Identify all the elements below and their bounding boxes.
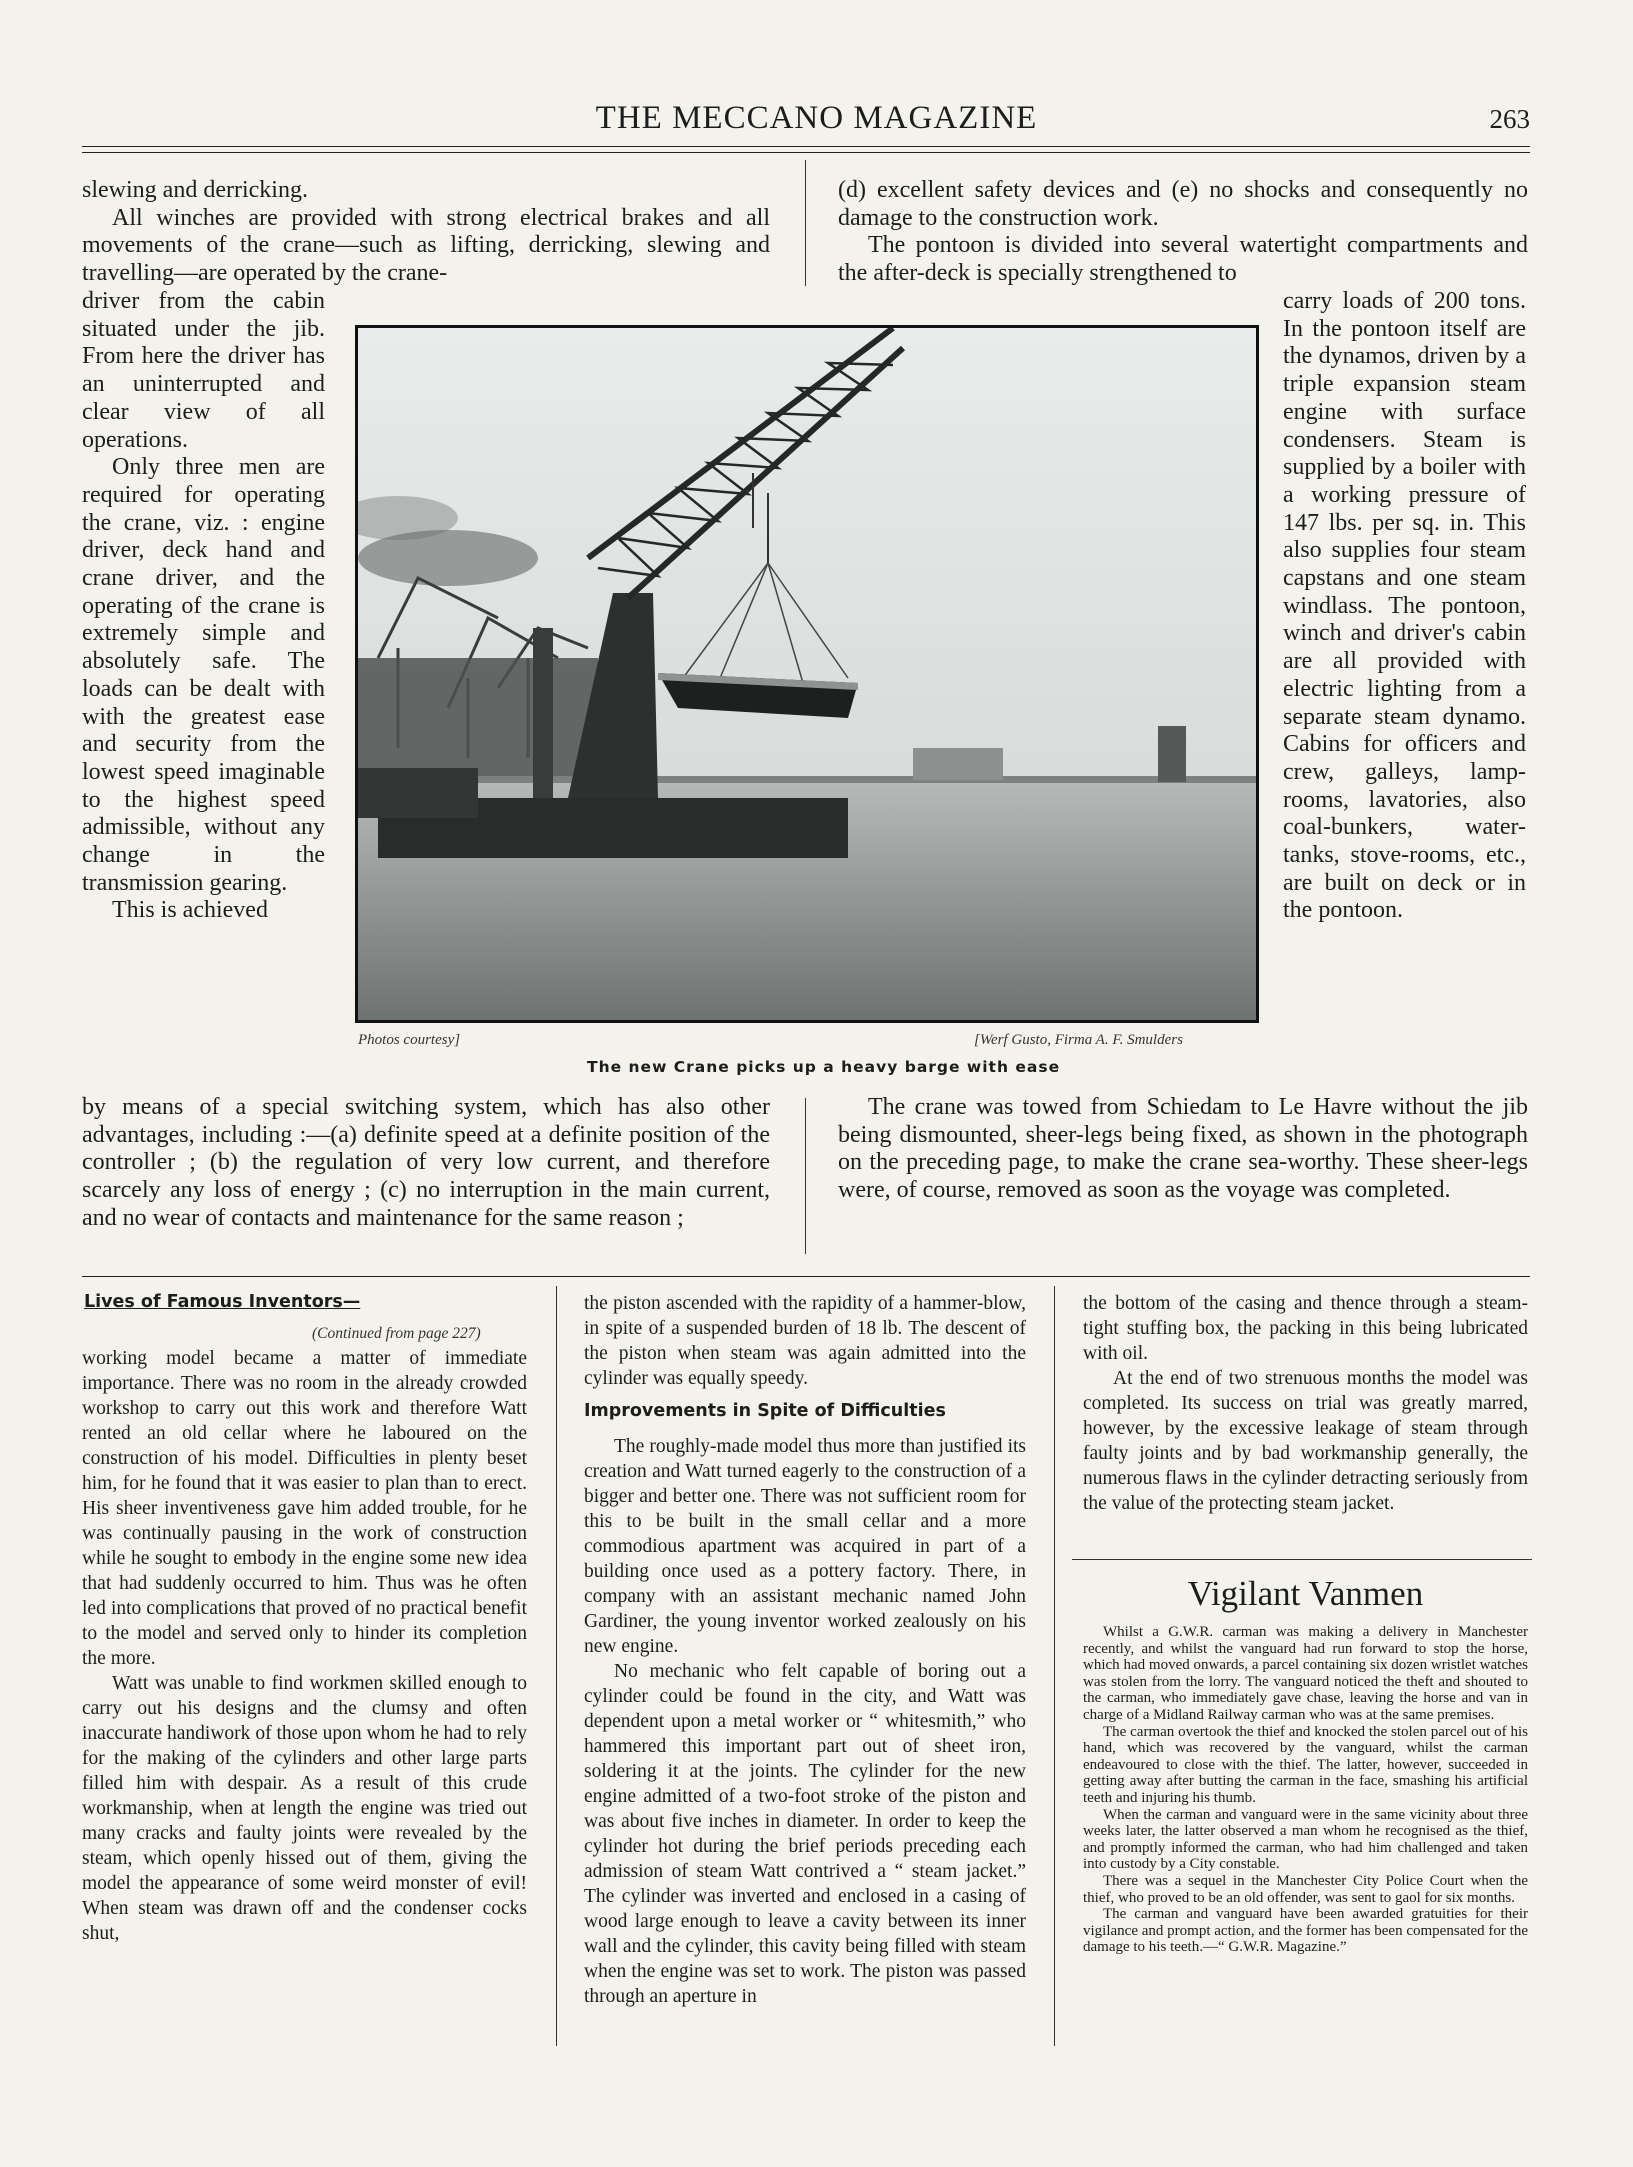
paragraph: No mechanic who felt capable of boring out a cylinder could be found in the city, and Watt was dependent upon a metal worker or “ whitesmith,” who hammered this important part out of sheet iron, soldering it at the joints. The cylinder for the new engine admitted of a two-foot stroke of the piston and was about five inches in diameter. In order to keep the cylinder hot during the brief periods preceding each admission of steam Watt contrived a “ steam jacket.” The cylinder was inverted and enclosed in a casing of wood large enough to leave a cavity between its inner wall and the cylinder, this cavity being filled with steam when the engine was set to work. The piston was passed through an aperture in — [584, 1661, 1026, 2007]
vigilant-title: Vigilant Vanmen — [1187, 1574, 1424, 1613]
magazine-title: THE MECCANO MAGAZINE — [595, 100, 1038, 136]
paragraph: All winches are provided with strong electrical brakes and all movements of the crane—such as lifting, derricking, slewing and travelling—are operated by the crane- — [82, 204, 770, 287]
paragraph: This is achieved — [112, 897, 268, 924]
paragraph: by means of a special switching system, which has also other advantages, including :—(a) definite speed at a definite position of the controller ; (b) the regulation of very low current, and therefore scarcely any loss of energy ; (c) no interruption in the main current, and no wear of contacts and maintenance for the same reason ; — [82, 1094, 770, 1231]
inventors-subheading: Improvements in Spite of Difficulties — [584, 1401, 946, 1421]
continued-note: (Continued from page 227) — [312, 1325, 481, 1342]
vigilant-article — [1083, 1624, 1528, 1956]
section-rule — [82, 1276, 1530, 1277]
crane-article-top-left — [82, 177, 770, 288]
paragraph: At the end of two strenuous months the model was completed. Its success on trial was greatly marred, however, by the excessive leakage of steam through faulty joints and by bad workmanship generally, the numerous flaws in the cylinder detracting seriously from the value of the protecting steam jacket. — [1083, 1368, 1528, 1514]
crane-photograph — [355, 325, 1259, 1023]
paragraph: The carman overtook the thief and knocked the stolen parcel out of his hand, which was recovered by the vanguard, whilst the carman endeavoured to close with the thief. The latter, however, succeeded in getting away after butting the carman in the face, smashing his artificial teeth and injuring his thumb. — [1083, 1723, 1528, 1806]
paragraph: The carman and vanguard have been awarded gratuities for their vigilance and prompt action, and the former has been compensated for the damage to his teeth.—“ G.W.R. Magazine.” — [1083, 1906, 1528, 1956]
inventors-column-1 — [82, 1346, 527, 1946]
column-divider — [1054, 1286, 1055, 2046]
inventors-column-2 — [584, 1291, 1026, 2009]
paragraph: slewing and derricking. — [82, 177, 308, 203]
paragraph: The roughly-made model thus more than justified its creation and Watt turned eagerly to the construction of a bigger and better one. There was not sufficient room for this to be built in the small cellar and a more commodious apartment was acquired in part of a building once used as a pottery factory. There, in company with an assistant mechanic named John Gardiner, the young inventor worked zealously on his new engine. — [584, 1436, 1026, 1657]
crane-article-right-narrow — [1283, 288, 1526, 925]
paragraph: Only three men are required for operating the crane, viz. : engine driver, deck hand and crane driver, and the operating of the crane is extremely simple and absolutely safe. The loads can be dealt with with the greatest ease and security from the lowest speed imaginable to the highest speed admissible, without any change in the transmission gearing. — [82, 454, 325, 896]
photo-caption: The new Crane picks up a heavy barge with ease — [587, 1058, 1061, 1076]
paragraph: Whilst a G.W.R. carman was making a delivery in Manchester recently, and whilst the vanguard had run forward to stop the horse, which had moved onwards, a parcel containing six dozen wristlet watches was stolen from the lorry. The vanguard noticed the theft and shouted to the carman, who immediately gave chase, leaving the horse and van in charge of a Midland Railway carman who was at the same premises. — [1083, 1624, 1528, 1723]
paragraph: (d) excellent safety devices and (e) no shocks and consequently no damage to the construction work. — [838, 177, 1528, 231]
paragraph: the piston ascended with the rapidity of a hammer-blow, in spite of a suspended burden of 18 lb. The descent of the piston when steam was again admitted into the cylinder was equally speedy. — [584, 1293, 1026, 1389]
vigilant-rule — [1072, 1559, 1532, 1560]
header-rule-top — [82, 146, 1530, 147]
paragraph: The crane was towed from Schiedam to Le Havre without the jib being dismounted, sheer-legs being fixed, as shown in the photograph on the preceding page, to make the crane sea-worthy. These sheer-legs were, of course, removed as soon as the voyage was completed. — [838, 1094, 1528, 1204]
paragraph: carry loads of 200 tons. In the pontoon itself are the dynamos, driven by a triple expansion steam engine with surface condensers. Steam is supplied by a boiler with a working pressure of 147 lbs. per sq. in. This also supplies four steam capstans and one steam windlass. The pontoon, winch and driver's cabin are all provided with electric lighting from a separate steam dynamo. Cabins for officers and crew, galleys, lamp-rooms, lavatories, also coal-bunkers, water-tanks, stove-rooms, etc., are built on deck or in the pontoon. — [1283, 288, 1526, 924]
paragraph: When the carman and vanguard were in the same vicinity about three weeks later, the latter observed a man whom he recognised as the thief, and promptly informed the carman, who had him challenged and taken into custody by a City constable. — [1083, 1806, 1528, 1873]
paragraph: working model became a matter of immediate importance. There was no room in the already crowded workshop to carry out this work and therefore Watt rented an old cellar where he laboured on the construction of his model. Difficulties in plenty beset him, for he found that it was easier to plan than to erect. His sheer inventiveness gave him added trouble, for he was continually pausing in the work of construction while he sought to embody in the engine some new idea that had suddenly occurred to him. Thus was he often led into complications that proved of no practical benefit to the model and served only to hinder its completion the more. — [82, 1348, 527, 1669]
crane-article-left-narrow — [82, 288, 325, 925]
inventors-heading: Lives of Famous Inventors— — [84, 1292, 361, 1312]
crane-article-bottom-left — [82, 1094, 770, 1233]
paragraph: There was a sequel in the Manchester City Police Court when the thief, who proved to be an old offender, was sent to gaol for six months. — [1083, 1872, 1528, 1906]
paragraph: driver from the cabin situated under the jib. From here the driver has an uninterrupted and clear view of all operations. — [82, 288, 325, 453]
page-number: 263 — [1489, 104, 1530, 134]
header-rule-bottom — [82, 152, 1530, 153]
crane-photo-image — [358, 328, 1256, 1020]
column-divider — [805, 160, 806, 286]
crane-article-bottom-right — [838, 1094, 1528, 1205]
paragraph: The pontoon is divided into several watertight compartments and the after-deck is specially strengthened to — [838, 232, 1528, 287]
column-divider — [805, 1098, 806, 1254]
photo-credit-right: [Werf Gusto, Firma A. F. Smulders — [974, 1032, 1183, 1048]
paragraph: the bottom of the casing and thence through a steam-tight stuffing box, the packing in this being lubricated with oil. — [1083, 1293, 1528, 1364]
paragraph: Watt was unable to find workmen skilled enough to carry out his designs and the clumsy and often inaccurate handiwork of those upon whom he had to rely for the making of the cylinders and other large parts filled him with despair. As a result of this crude workmanship, when at length the engine was tried out many cracks and faulty joints were revealed by the steam, which openly hissed out of them, giving the model the appearance of some weird monster of evil! When steam was drawn off and the condenser cocks shut, — [82, 1673, 527, 1944]
photo-credit-left: Photos courtesy] — [358, 1032, 461, 1048]
crane-article-top-right — [838, 177, 1528, 288]
column-divider — [556, 1286, 557, 2046]
inventors-column-3 — [1083, 1291, 1528, 1516]
